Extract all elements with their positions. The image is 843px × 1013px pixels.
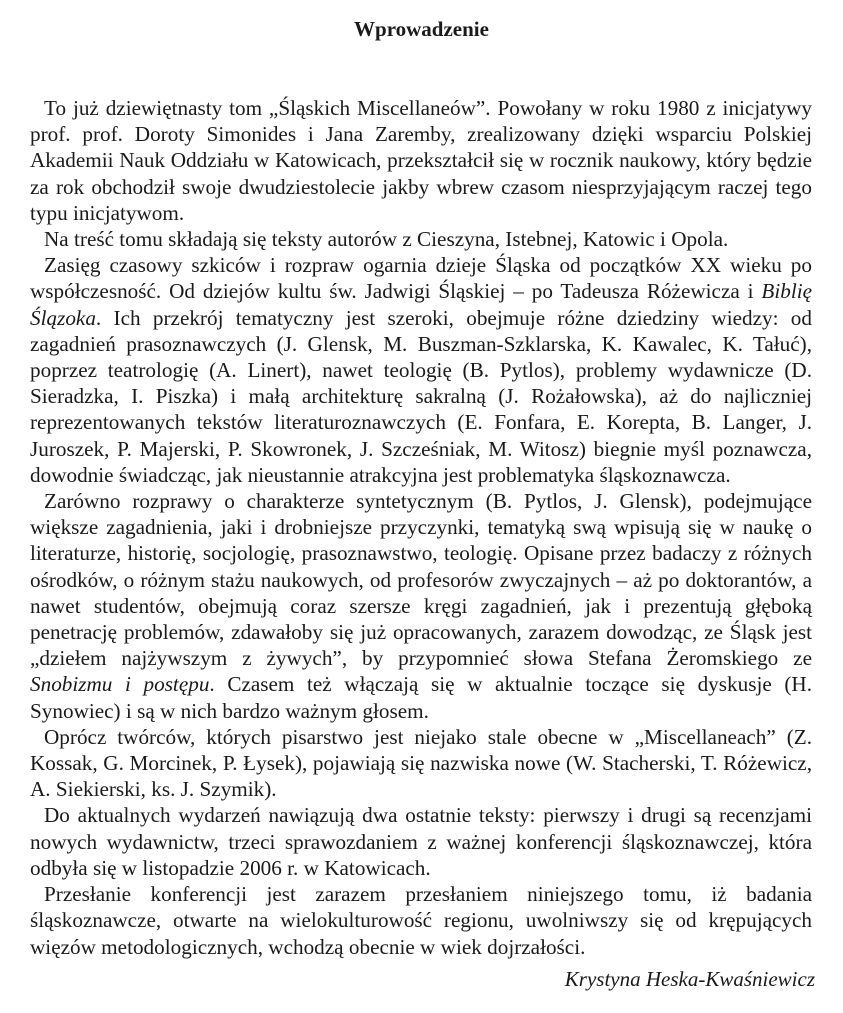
paragraph-3	[30, 252, 812, 488]
book-title-italic: Biblię Ślązoka	[30, 279, 812, 330]
page-title: Wprowadzenie	[354, 17, 489, 41]
author-signature: Krystyna Heska-Kwaśniewicz	[564, 967, 815, 991]
paragraph-2: Na treść tomu składają się teksty autorów z Cieszyna, Istebnej, Katowic i Opola.	[44, 227, 729, 252]
paragraph-4-text-after: . Czasem też włączają się w aktualnie toczące się dyskusje (H. Synowiec) i są w nich bardzo ważnym głosem.	[30, 672, 812, 723]
paragraph-1: To już dziewiętnasty tom „Śląskich Miscellaneów”. Powołany w roku 1980 z inicjatywy prof. prof. Doroty Simonides i Jana Zaremby, zrealizowany dzięki wsparciu Polskiej Akademii Nauk Oddziału w Katowicach, przekształcił się w rocznik naukowy, który będzie za rok obchodził swoje dwudziestolecie jakby wbrew czasom niesprzyjającym raczej tego typu inicjatywom.	[30, 96, 812, 225]
body-text	[30, 95, 812, 960]
paragraph-5: Oprócz twórców, których pisarstwo jest niejako stale obecne w „Miscellaneach” (Z. Kossak, G. Morcinek, P. Łysek), pojawiają się nazwiska nowe (W. Stacherski, T. Różewicz, A. Siekierski, ks. J. Szymik).	[30, 724, 812, 802]
paragraph-6: Do aktualnych wydarzeń nawiązują dwa ostatnie teksty: pierwszy i drugi są recenzjami nowych wydawnictw, trzeci sprawozdaniem z ważnej konferencji śląskoznawczej, która odbyła się w listopadzie 2006 r. w Katowicach.	[30, 803, 812, 880]
paragraph-3-text-before: Zasięg czasowy szkiców i rozpraw ogarnia dzieje Śląska od początków XX wieku po współczesność. Od dziejów kultu św. Jadwigi Śląskiej – po Tadeusza Różewicza i	[30, 253, 812, 304]
work-title-italic: Snobizmu i postępu	[30, 672, 210, 697]
paragraph-3-text-after: . Ich przekrój tematyczny jest szeroki, obejmuje różne dziedziny wiedzy: od zagadnień prasoznawczych (J. Glensk, M. Buszman-Szklarska, K. Kawalec, K. Tałuć), poprzez teatrologię (A. Linert), nawet teologię (B. Pytlos), problemy wydawnicze (D. Sieradzka, I. Piszka) i małą architekturę sakralną (J. Rożałowska), aż do najliczniej reprezentowanych tekstów literaturoznawczych (E. Fonfara, E. Korepta, B. Langer, J. Juroszek, P. Majerski, P. Skowronek, J. Szcześniak, M. Witosz) biegnie myśl poznawcza, dowodnie świadcząc, jak nieustannie atrakcyjna jest problematyka śląskoznawcza.	[30, 305, 812, 487]
paragraph-4	[30, 488, 812, 724]
paragraph-7: Przesłanie konferencji jest zarazem przesłaniem niniejszego tomu, iż badania śląskoznawcze, otwarte na wielokulturowość regionu, uwolniwszy się od krępujących więzów metodologicznych, wchodzą obecnie w wiek dojrzałości.	[30, 882, 812, 959]
paragraph-4-text-before: Zarówno rozprawy o charakterze syntetycznym (B. Pytlos, J. Glensk), podejmujące większe zagadnienia, jaki i drobniejsze przyczynki, tematyką swą wpisują się w naukę o literaturze, historię, socjologię, prasoznawstwo, teologię. Opisane przez badaczy z różnych ośrodków, o różnym stażu naukowych, od profesorów zwyczajnych – aż po doktorantów, a nawet studentów, obejmują coraz szersze kręgi zagadnień, jak i prezentują głęboką penetrację problemów, zdawałoby się już opracowanych, zarazem dowodząc, ze Śląsk jest „dziełem najżywszym z żywych”, by przypomnieć słowa Stefana Żeromskiego ze	[30, 489, 812, 671]
